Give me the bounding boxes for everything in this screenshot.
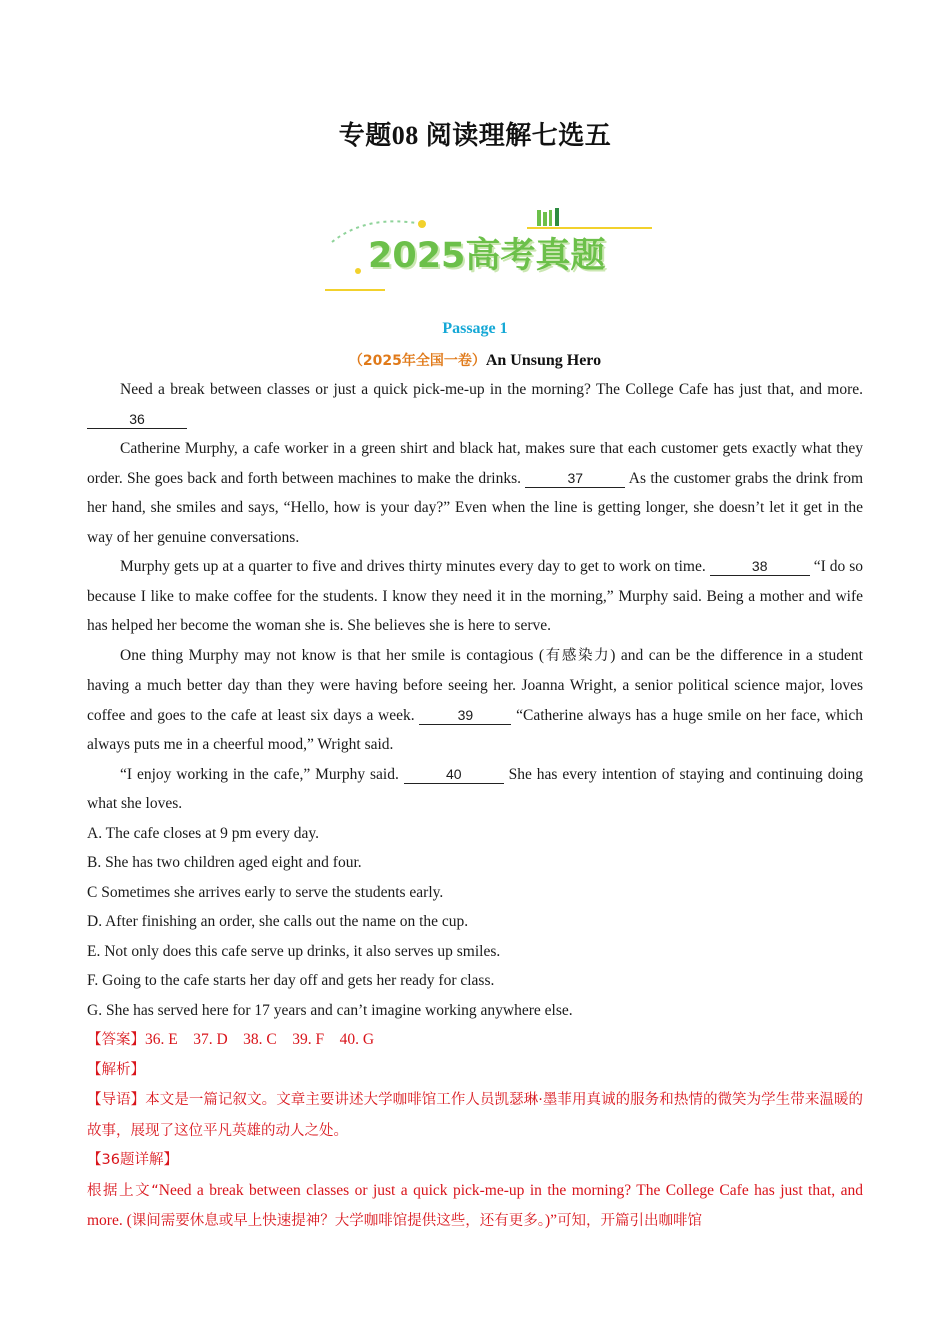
paragraph-text: “Catherine always has a huge smile on her face, which always puts me in a cheerful mood,” Wright said. — [87, 706, 863, 753]
detail-36-label: 【36题详解】 — [87, 1152, 178, 1168]
detail-quote: Need a break between classes or just a quick pick-me-up in the morning? The College Cafe has just that, and more. ( — [87, 1181, 863, 1229]
paragraph-text: ) and can be the difference in a student having a much better day than they were having before seeing her. Joanna Wright, a senior political science major, loves coffee and goes to the cafe at least six days a week. — [87, 646, 863, 724]
article-body — [87, 375, 863, 1237]
option-e: E. Not only does this cafe serve up drinks, it also serves up smiles. — [87, 942, 501, 960]
analysis-label: 【解析】 — [87, 1061, 145, 1078]
paragraph-text: As the customer grabs the drink from her hand, she smiles and says, “Hello, how is your day?” Even when the line is getting longer, she doesn’t let it get in the way of her genuine conversations. — [87, 469, 864, 546]
passage-source: （2025年全国一卷） — [348, 353, 486, 369]
blank-37[interactable]: 37 — [525, 469, 625, 488]
chinese-gloss: 有感染力 — [544, 647, 611, 664]
blank-39[interactable]: 39 — [419, 706, 511, 725]
blank-40[interactable]: 40 — [404, 765, 504, 784]
intro-label: 【导语】 — [87, 1092, 146, 1108]
paragraph-text: “I enjoy working in the cafe,” Murphy said. — [120, 765, 399, 783]
paragraph-text: “I do so because I like to make coffee for the students. I know they need it in the morning,” Murphy said. Being a mother and wife has helped her become the woman she is. She believes she is here to serve. — [87, 558, 863, 634]
detail-translation: 课间需要休息或早上快速提神？大学咖啡馆提供这些，还有更多。 — [131, 1213, 546, 1229]
detail-lead: 根据上文“ — [87, 1182, 159, 1199]
paragraph-text: Need a break between classes or just a quick pick-me-up in the morning? The College Cafe has just that, and more. — [120, 381, 863, 398]
detail-36-text — [87, 1176, 863, 1237]
option-d: D. After finishing an order, she calls out the name on the cup. — [87, 913, 469, 930]
option-g: G. She has served here for 17 years and can’t imagine working anywhere else. — [87, 1001, 573, 1019]
answer-text: 36. E 37. D 38. C 39. F 40. G — [145, 1031, 375, 1048]
option-b: B. She has two children aged eight and four. — [87, 854, 362, 871]
passage-name: An Unsung Hero — [485, 352, 602, 369]
detail-tail: 可知，开篇引出咖啡馆 — [557, 1213, 703, 1229]
option-c: C Sometimes she arrives early to serve the students early. — [87, 883, 444, 901]
intro-paragraph — [87, 1085, 863, 1146]
option-a: A. The cafe closes at 9 pm every day. — [87, 824, 319, 842]
paragraph-text: Catherine Murphy, a cafe worker in a green shirt and black hat, makes sure that each customer gets exactly what they order. She goes back and forth between machines to make the drinks. — [87, 440, 863, 487]
banner-text: 2025高考真题 — [368, 236, 606, 276]
paragraph-2 — [87, 434, 863, 552]
banner — [322, 202, 657, 297]
paragraph-3 — [87, 552, 863, 641]
passage-label: Passage 1 — [442, 320, 508, 337]
detail-tail-en: )” — [545, 1212, 558, 1229]
intro-text: 本文是一篇记叙文。文章主要讲述大学咖啡馆工作人员凯瑟琳·墨菲用真诚的服务和热情的微笑为学生带来温暖的故事，展现了这位平凡英雄的动人之处。 — [87, 1092, 863, 1139]
blank-38[interactable]: 38 — [710, 557, 810, 576]
paragraph-1 — [87, 375, 863, 434]
blank-36[interactable]: 36 — [87, 410, 187, 429]
answer-label: 【答案】 — [87, 1032, 145, 1048]
paragraph-text: She has every intention of staying and continuing doing what she loves. — [87, 765, 863, 812]
paragraph-text: Murphy gets up at a quarter to five and drives thirty minutes every day to get to work on time. — [120, 558, 706, 575]
answer-line — [87, 1025, 863, 1056]
page-title: 专题08 阅读理解七选五 — [338, 121, 612, 150]
option-f: F. Going to the cafe starts her day off and gets her ready for class. — [87, 972, 495, 989]
paragraph-4 — [87, 641, 863, 760]
paragraph-5 — [87, 760, 863, 819]
paragraph-text: One thing Murphy may not know is that her smile is contagious ( — [120, 646, 545, 664]
passage-subtitle — [0, 350, 950, 370]
